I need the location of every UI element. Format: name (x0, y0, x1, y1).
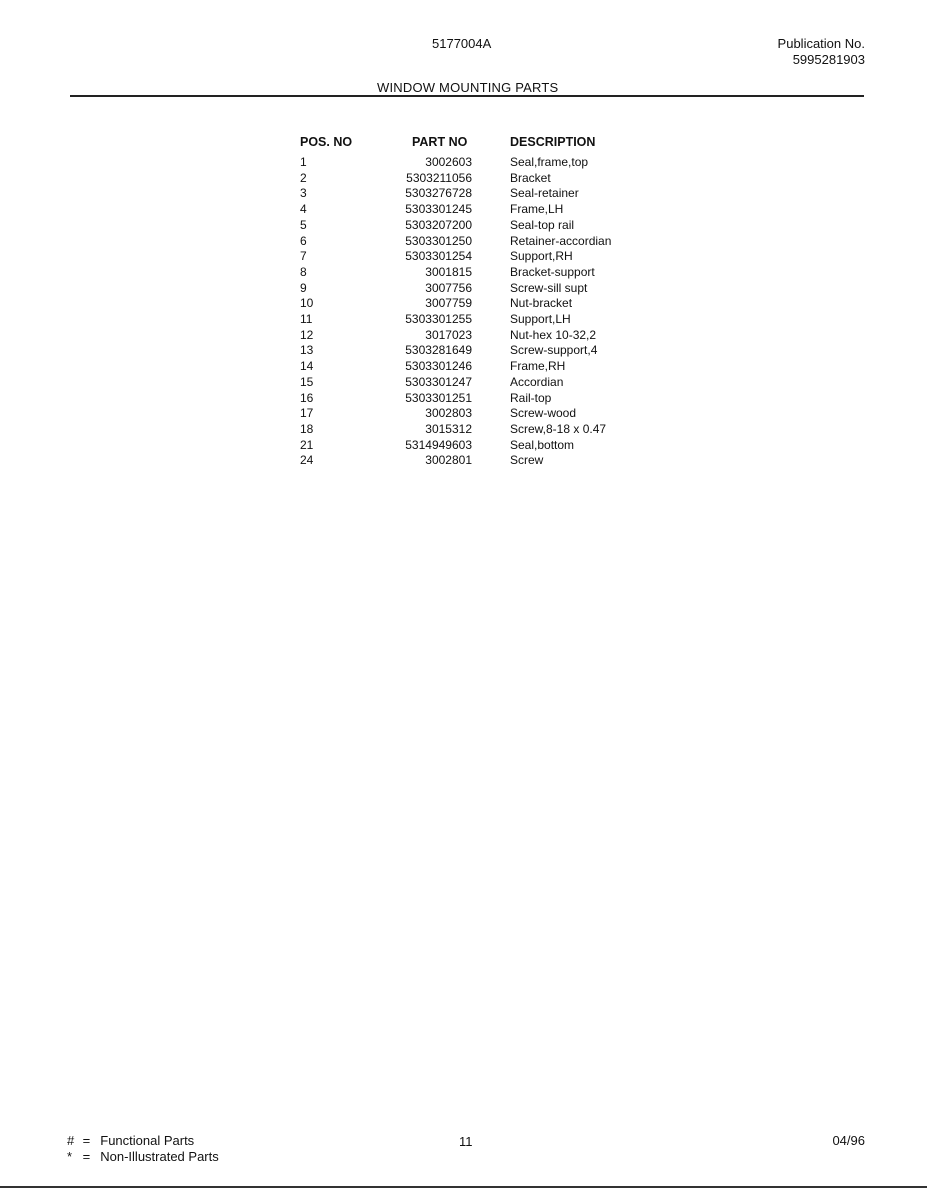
column-spacer (472, 391, 510, 407)
description-cell: Retainer-accordian (510, 233, 612, 248)
column-spacer (472, 406, 510, 422)
column-spacer (472, 296, 510, 312)
pos-no-cell: 9 (300, 280, 307, 295)
part-no-cell: 5303301247 (405, 374, 472, 389)
pos-no-cell: 6 (300, 233, 307, 248)
column-spacer (472, 375, 510, 391)
table-row (300, 249, 650, 265)
column-spacer (472, 422, 510, 438)
pos-no-cell: 24 (300, 453, 314, 468)
description-cell: Bracket (510, 170, 551, 185)
column-spacer (472, 155, 510, 171)
pos-no-cell: 14 (300, 359, 314, 374)
part-no-cell: 3015312 (425, 421, 472, 436)
footer-divider (0, 1186, 927, 1188)
column-spacer (472, 453, 510, 469)
column-spacer (472, 265, 510, 281)
part-no-cell: 5303276728 (405, 186, 472, 201)
table-row (300, 328, 650, 344)
part-no-cell: 5303301245 (405, 202, 472, 217)
description-cell: Screw,8-18 x 0.47 (510, 421, 607, 436)
table-row (300, 406, 650, 422)
part-no-cell: 3007759 (425, 296, 472, 311)
table-row (300, 234, 650, 250)
page-date: 04/96 (832, 1133, 865, 1148)
table-row (300, 438, 650, 454)
description-cell: Frame,LH (510, 202, 564, 217)
legend-text: Non-Illustrated Parts (100, 1149, 219, 1164)
column-spacer (472, 186, 510, 202)
legend-item-non-illustrated (67, 1149, 219, 1165)
part-no-cell: 5303301254 (405, 249, 472, 264)
parts-table (300, 135, 650, 469)
table-row (300, 359, 650, 375)
publication-block (778, 36, 865, 68)
table-row (300, 375, 650, 391)
part-no-cell: 5303301255 (405, 312, 472, 327)
part-no-cell: 3002603 (425, 155, 472, 169)
pos-no-cell: 7 (300, 249, 307, 264)
table-row (300, 343, 650, 359)
column-spacer (472, 218, 510, 234)
section-title: WINDOW MOUNTING PARTS (377, 80, 559, 95)
pos-no-cell: 12 (300, 327, 314, 342)
part-no-cell: 5303301251 (405, 390, 472, 405)
part-no-cell: 5303207200 (405, 217, 472, 232)
part-no-header: PART NO (412, 135, 468, 149)
description-cell: Frame,RH (510, 359, 566, 374)
legend-symbol: * (67, 1149, 73, 1164)
column-spacer (472, 249, 510, 265)
part-no-cell: 3007756 (425, 280, 472, 295)
table-row (300, 186, 650, 202)
table-header-row (300, 135, 650, 155)
pos-no-header: POS. NO (300, 135, 353, 149)
description-cell: Seal,frame,top (510, 155, 589, 169)
description-cell: Rail-top (510, 390, 552, 405)
pos-no-cell: 10 (300, 296, 314, 311)
description-cell: Accordian (510, 374, 564, 389)
description-cell: Nut-bracket (510, 296, 573, 311)
pos-no-cell: 21 (300, 437, 314, 452)
description-cell: Bracket-support (510, 264, 595, 279)
column-spacer (472, 328, 510, 344)
pos-no-cell: 4 (300, 202, 307, 217)
table-row (300, 296, 650, 312)
description-cell: Seal-retainer (510, 186, 579, 201)
pos-no-cell: 3 (300, 186, 307, 201)
part-no-cell: 5303211056 (406, 170, 472, 185)
legend-text: Functional Parts (100, 1133, 195, 1148)
pos-no-cell: 5 (300, 217, 307, 232)
page-number: 11 (459, 1134, 473, 1149)
table-row (300, 171, 650, 187)
part-no-cell: 5303301246 (405, 359, 472, 374)
legend-symbol: # (67, 1133, 75, 1148)
pos-no-cell: 13 (300, 343, 314, 358)
legend-equals: = (82, 1133, 91, 1148)
table-row (300, 453, 650, 469)
description-cell: Screw (510, 453, 544, 468)
header-divider (70, 95, 864, 97)
model-number: 5177004A (432, 36, 492, 51)
column-spacer (472, 171, 510, 187)
column-spacer (472, 234, 510, 250)
part-no-cell: 3001815 (425, 264, 472, 279)
footer-legend (67, 1133, 219, 1165)
table-row (300, 281, 650, 297)
legend-equals: = (82, 1149, 91, 1164)
table-row (300, 265, 650, 281)
pos-no-cell: 1 (300, 155, 307, 169)
column-spacer (472, 343, 510, 359)
table-row (300, 391, 650, 407)
parts-table-body (300, 155, 650, 469)
column-spacer (472, 281, 510, 297)
description-cell: Seal,bottom (510, 437, 575, 452)
column-spacer (472, 359, 510, 375)
part-no-cell: 5303301250 (405, 233, 472, 248)
description-cell: Screw-support,4 (510, 343, 598, 358)
pos-no-cell: 17 (300, 406, 314, 421)
description-cell: Screw-wood (510, 406, 577, 421)
pos-no-cell: 11 (300, 312, 313, 327)
part-no-cell: 5303281649 (405, 343, 472, 358)
publication-label: Publication No. (777, 36, 865, 51)
publication-number: 5995281903 (792, 52, 865, 67)
table-row (300, 422, 650, 438)
pos-no-cell: 18 (300, 421, 314, 436)
part-no-cell: 3017023 (425, 327, 472, 342)
table-row (300, 155, 650, 171)
part-no-cell: 5314949603 (405, 437, 472, 452)
table-row (300, 202, 650, 218)
description-cell: Screw-sill supt (510, 280, 588, 295)
description-cell: Seal-top rail (510, 217, 575, 232)
column-spacer (472, 312, 510, 328)
pos-no-cell: 16 (300, 390, 314, 405)
description-cell: Support,RH (510, 249, 573, 264)
description-cell: Support,LH (510, 312, 571, 327)
table-row (300, 218, 650, 234)
table-row (300, 312, 650, 328)
description-cell: Nut-hex 10-32,2 (510, 327, 597, 342)
part-no-cell: 3002803 (425, 406, 472, 421)
column-spacer (472, 202, 510, 218)
part-no-cell: 3002801 (425, 453, 472, 468)
pos-no-cell: 8 (300, 264, 307, 279)
pos-no-cell: 2 (300, 170, 307, 185)
legend-item-functional (67, 1133, 219, 1149)
column-spacer (472, 438, 510, 454)
pos-no-cell: 15 (300, 374, 314, 389)
description-header: DESCRIPTION (510, 135, 596, 149)
